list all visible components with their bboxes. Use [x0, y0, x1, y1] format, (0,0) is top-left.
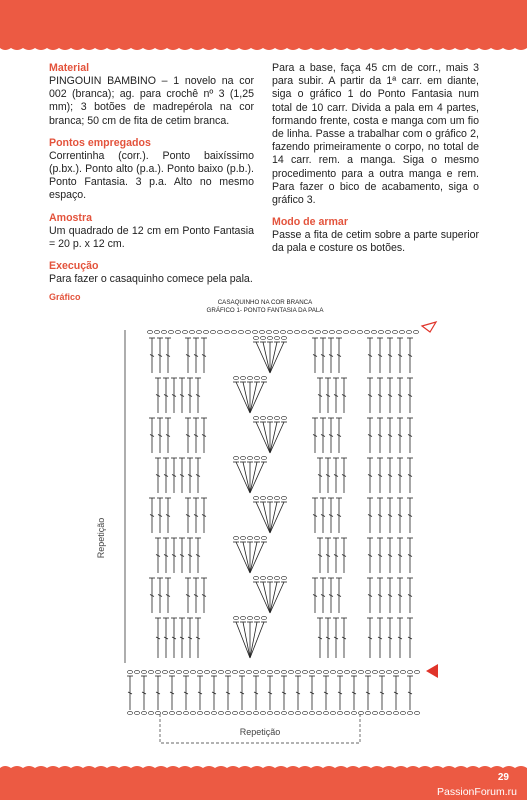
heading-modo-armar: Modo de armar [272, 216, 348, 229]
text-modo-armar: Passe a fita de cetim sobre a parte superior da pala e costure os botões. [272, 229, 479, 255]
heading-pontos: Pontos empregados [49, 136, 151, 149]
text-instructions: Para a base, faça 45 cm de corr., mais 3 para subir. A partir da 1ª carr. em diante, siga o gráfico 1 do Ponto Fantasia num total de 10 carr. Divida a pala em 4 partes, formando frente, costa e manga com um fio de linha. Passe a trabalhar com o gráfico 2, fazendo primeiramente o corpo, no total de 14 carr. rem. a manga. Siga o mesmo procedimento para a outra manga e rem. Para fazer o bico de acabamento, siga o gráfico 3. [272, 62, 479, 207]
page-number: 29 [497, 772, 509, 783]
watermark: PassionForum.ru [437, 786, 517, 798]
text-pontos: Correntinha (corr.). Ponto baixíssimo (p.bx.). Ponto alto (p.a.). Ponto baixo (p.b.). Ponto Fantasia. 3 p.a. Alto no mesmo espaço. [49, 149, 254, 202]
stitch-marks [127, 330, 420, 714]
horizontal-repeat-label: Repetição [239, 727, 281, 737]
text-material: PINGOUIN BAMBINO – 1 novelo na cor 002 (branca); ag. para crochê nº 3 (1,25 mm); 3 botões de madrepérola na cor branca; 50 cm de fita de cetim branca. [49, 75, 254, 127]
top-decorative-band [0, 0, 527, 46]
bottom-scallop-edge [0, 764, 527, 771]
grafico-label: Gráfico [49, 292, 81, 302]
heading-amostra: Amostra [49, 211, 92, 224]
chart-title [150, 299, 380, 315]
chart-title-line-2: GRÁFICO 1- PONTO FANTASIA DA PALA [206, 307, 324, 314]
top-scallop-edge [0, 46, 527, 52]
crochet-chart [90, 318, 440, 758]
section-instructions [272, 62, 479, 207]
chart-title-line-1: CASAQUINHO NA COR BRANCA [217, 299, 313, 306]
text-amostra: Um quadrado de 12 cm em Ponto Fantasia = 20 p. x 12 cm. [49, 224, 254, 250]
heading-execucao: Execução [49, 260, 99, 273]
section-modo-armar [272, 216, 479, 255]
section-execucao [49, 260, 254, 286]
top-start-arrow [422, 322, 436, 332]
text-execucao: Para fazer o casaquinho comece pela pala. [49, 273, 253, 286]
left-column [49, 62, 254, 295]
bottom-start-arrow [426, 664, 438, 678]
section-material [49, 62, 254, 128]
heading-material: Material [49, 62, 90, 74]
vertical-repeat-label: Repetição [96, 517, 106, 559]
section-pontos [49, 137, 254, 203]
section-amostra [49, 212, 254, 251]
right-column [272, 62, 479, 265]
